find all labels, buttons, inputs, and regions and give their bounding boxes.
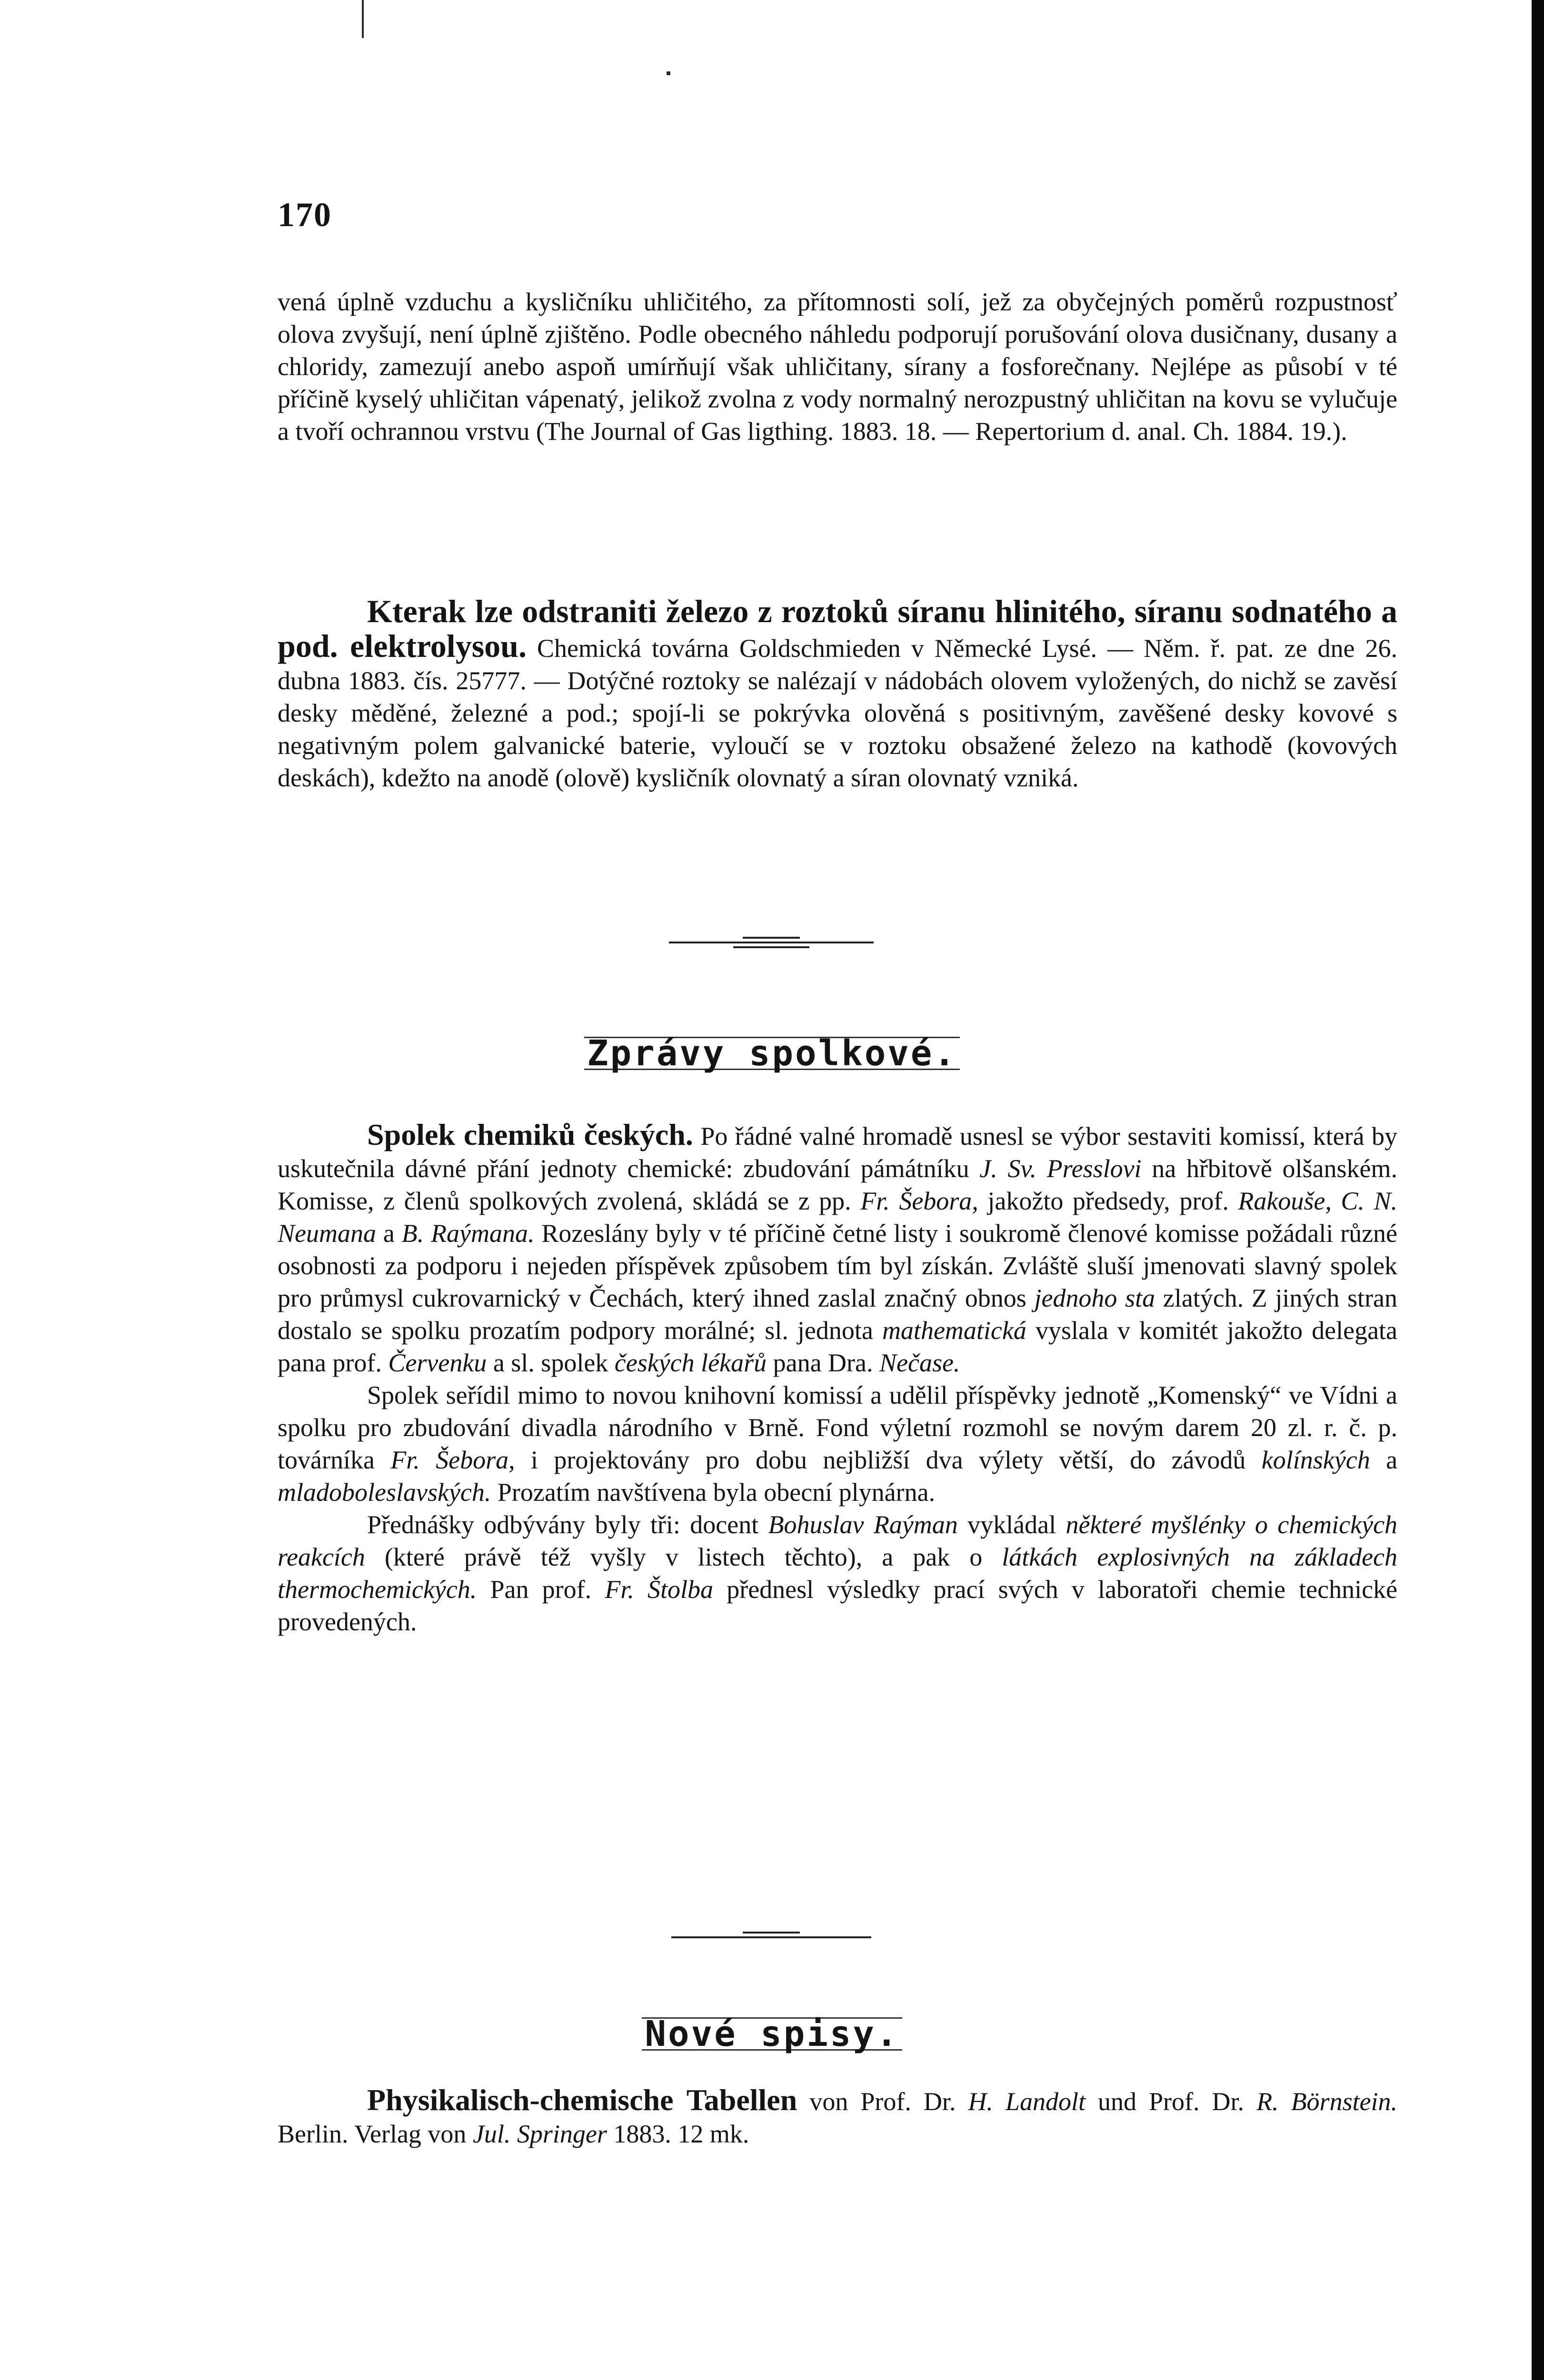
- divider-1-line-a: [669, 942, 874, 943]
- society-p2-b: Fr. Šebora,: [390, 1446, 515, 1474]
- book-year-price: 1883. 12 mk.: [613, 2120, 749, 2148]
- society-p2-d: kolínských: [1261, 1446, 1370, 1474]
- article-iron-paragraph: [278, 595, 1397, 794]
- society-p1-h: B. Raýmana.: [401, 1219, 535, 1248]
- society-p3-d: některé myšlénky o chemických reakcích: [278, 1510, 1398, 1571]
- book-entry: [278, 2084, 1397, 2150]
- article-iron-title: Kterak lze odstraniti železo z roztoků síranu hlinitého, síranu sodnatého a pod. elektrolysou.: [278, 593, 1397, 664]
- society-p1-q: pana Dra.: [773, 1349, 873, 1377]
- article-iron-removal: [278, 595, 1397, 794]
- society-p3-f: látkách explosivných na základech thermochemických.: [278, 1543, 1398, 1604]
- society-p3-c: vykládal: [967, 1510, 1056, 1539]
- society-p3-h: Fr. Štolba: [605, 1575, 714, 1604]
- scan-mark-top-2: [667, 71, 670, 75]
- society-p1-e: jakožto předsedy, prof.: [987, 1187, 1229, 1215]
- society-paragraph-2: [278, 1379, 1397, 1508]
- society-p1-m: vyslala v komitét jakožto delegata pana prof.: [278, 1316, 1398, 1377]
- society-p1-f: Rakouše, C. N. Neumana: [278, 1187, 1397, 1248]
- society-paragraph-1: [278, 1119, 1397, 1379]
- divider-2-line-b: [743, 1932, 800, 1934]
- divider-1-line-b: [733, 946, 809, 948]
- society-p1-i: Rozeslány byly v té příčině četné listy i soukromě členové komisse požádali různé osobnosti za podporu i nejeden příspěvek způsobem tím byl získán. Zvláště sluší jmenovati slavný spolek pro průmysl cukrovarnický v Čechách, který ihned zaslal značný obnos: [278, 1219, 1398, 1312]
- society-p2-c: i projektovány pro dobu nejbližší dva výlety větší, do závodů: [531, 1446, 1246, 1474]
- book-author-2: R. Börnstein.: [1256, 2087, 1398, 2116]
- section-heading-books: [0, 2013, 1544, 2054]
- article-continuation: [278, 286, 1397, 447]
- new-books: [278, 2084, 1397, 2150]
- society-paragraph-3: [278, 1508, 1397, 1638]
- book-a: von Prof. Dr.: [809, 2087, 956, 2116]
- society-p3-e: (které právě též vyšly v listech těchto), a pak o: [384, 1543, 983, 1571]
- society-p1-c: na hřbitově olšanském. Komisse, z členů spolkových zvolená, skládá se z pp.: [278, 1154, 1397, 1215]
- society-p1-k: zlatých. Z jiných stran dostalo se spolku prozatím podpory morálné; sl. jednota: [278, 1284, 1398, 1345]
- page-number: 170: [278, 196, 332, 234]
- society-p1-a: Po řádné valné hromadě usnesl se výbor sestaviti komissí, která by uskutečnila dávné přání jednoty chemické: zbudování pámátníku: [278, 1122, 1398, 1183]
- book-c: und Prof. Dr.: [1098, 2087, 1245, 2116]
- book-title: Physikalisch-chemische Tabellen: [367, 2083, 797, 2117]
- divider-2-line-a: [671, 1936, 871, 1938]
- article-iron-body: Chemická továrna Goldschmieden v Německé Lysé. — Něm. ř. pat. ze dne 26. dubna 1883. čís. 25777. — Dotýčné roztoky se nalézají v nádobách olovem vyložených, do nichž se zavěsí desky měděné, železné a pod.; spojí-li se pokrývka olověná s positivným, zavěšené desky kovové s negativným polem galvanické baterie, vyloučí se v roztoku obsažené železo na kathodě (kovových deskách), kdežto na anodě (olově) kysličník olovnatý a síran olovnatý vzniká.: [278, 634, 1398, 792]
- society-p3-g: Pan prof.: [490, 1575, 592, 1604]
- society-p2-f: mladoboleslavských.: [278, 1478, 491, 1507]
- society-p1-n: Červenku: [388, 1349, 487, 1377]
- society-p1-d: Fr. Šebora,: [860, 1187, 978, 1215]
- book-e: Berlin. Verlag von: [278, 2120, 467, 2148]
- society-p3-b: Bohuslav Raýman: [768, 1510, 958, 1539]
- society-p1-j: jednoho sta: [1034, 1284, 1156, 1312]
- society-p1-b: J. Sv. Presslovi: [979, 1154, 1142, 1183]
- section-heading-society-text: Zprávy spolkové.: [584, 1037, 960, 1070]
- society-p2-e: a: [1386, 1446, 1398, 1474]
- society-p2-g: Prozatím navštívena byla obecní plynárna.: [497, 1478, 936, 1507]
- society-p1-p: českých lékařů: [614, 1349, 767, 1377]
- society-p3-i: přednesl výsledky prací svých v laboratoři chemie technické provedených.: [278, 1575, 1398, 1636]
- society-p2-a: Spolek seřídil mimo to novou knihovní komissí a udělil příspěvky jednotě „Komenský“ ve Vídni a spolku pro zbudování divadla národního v Brně. Fond výletní rozmohl se novým darem 20 zl. r. č. p. továrníka: [278, 1381, 1397, 1474]
- section-heading-books-text: Nové spisy.: [642, 2017, 902, 2051]
- book-author-1: H. Landolt: [968, 2087, 1086, 2116]
- book-publisher: Jul. Springer: [472, 2120, 607, 2148]
- society-lead: Spolek chemiků českých.: [367, 1118, 693, 1151]
- society-p1-r: Nečase.: [879, 1349, 960, 1377]
- society-p1-l: mathematická: [882, 1316, 1026, 1345]
- scan-mark-top: [362, 0, 364, 38]
- society-report: [278, 1119, 1397, 1638]
- society-p1-g: a: [383, 1219, 395, 1248]
- society-p3-a: Přednášky odbývány byly tři: docent: [367, 1510, 759, 1539]
- divider-1-line-c: [743, 937, 800, 939]
- society-p1-o: a sl. spolek: [493, 1349, 608, 1377]
- section-heading-society: [0, 1033, 1544, 1074]
- continuation-text: vená úplně vzduchu a kysličníku uhličitého, za přítomnosti solí, jež za obyčejných poměrů rozpustnosť olova zvyšují, není úplně zjištěno. Podle obecného náhledu podporují porušování olova dusičnany, dusany a chloridy, zamezují anebo aspoň umírňují však uhličitany, sírany a fosforečnany. Nejlépe as působí v té příčině kyselý uhličitan vápenatý, jelikož zvolna z vody normalný nerozpustný uhličitan na kovu se vylučuje a tvoří ochrannou vrstvu (The Journal of Gas ligthing. 1883. 18. — Repertorium d. anal. Ch. 1884. 19.).: [278, 288, 1397, 446]
